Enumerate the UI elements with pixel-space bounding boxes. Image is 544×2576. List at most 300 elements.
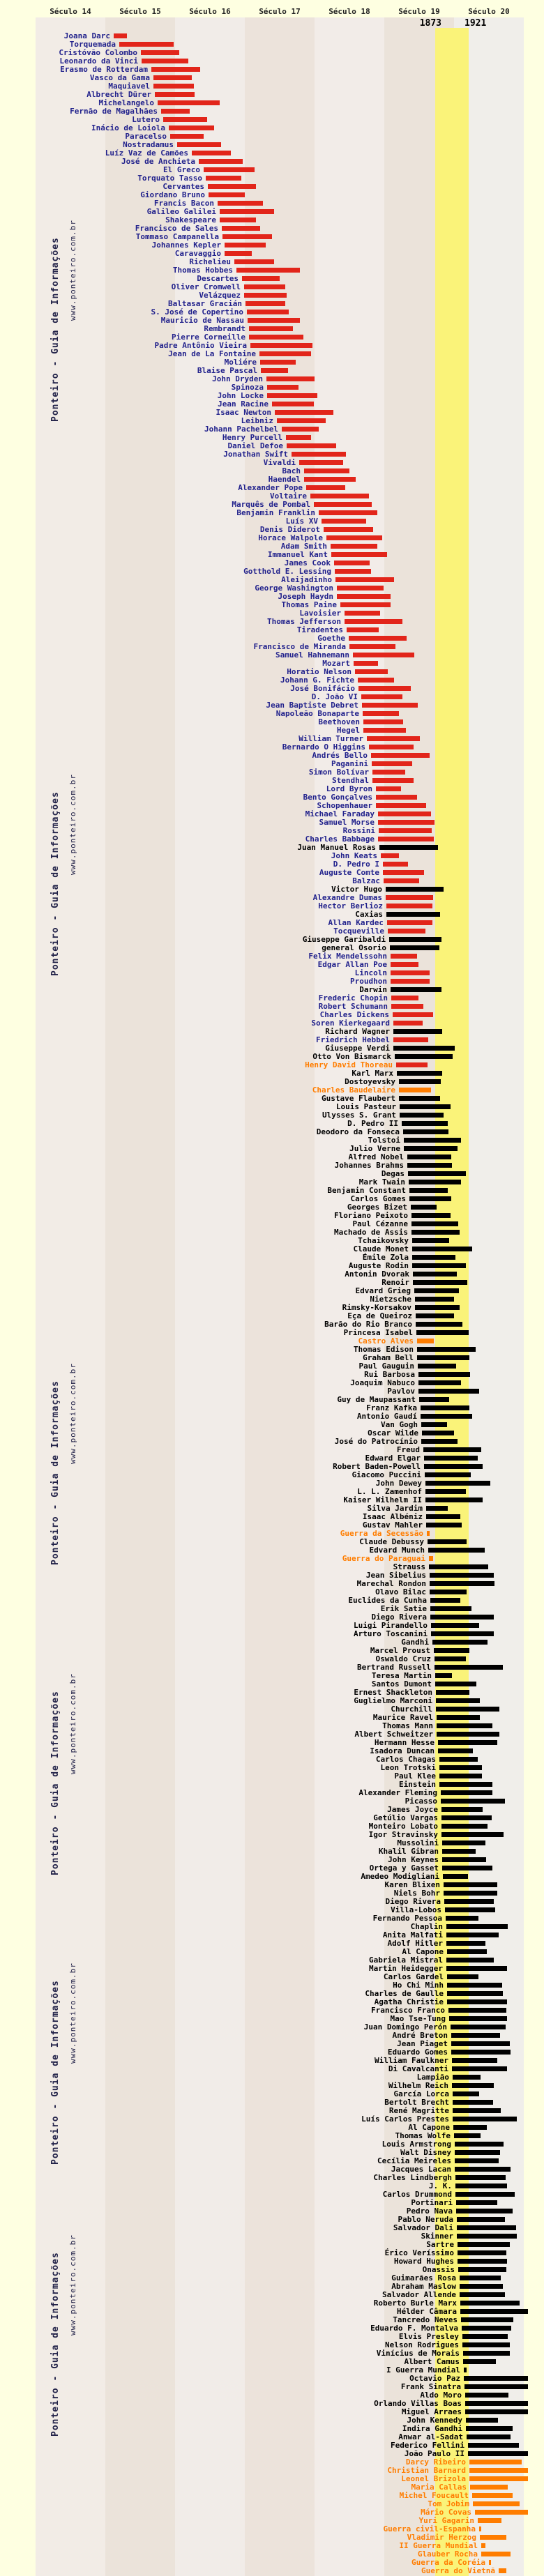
person-name[interactable]: Haendel — [268, 475, 301, 484]
person-name[interactable]: Leonardo da Vinci — [59, 56, 138, 66]
person-name[interactable]: Tocqueville — [333, 927, 384, 936]
person-name[interactable]: Charles Lindbergh — [373, 2173, 452, 2182]
person-name[interactable]: Pedro Nava — [406, 2207, 453, 2216]
person-name[interactable]: Richard Wagner — [325, 1027, 390, 1036]
person-name[interactable]: Torquato Tasso — [137, 174, 202, 183]
person-name[interactable]: Robert Schumann — [318, 1002, 388, 1011]
person-name[interactable]: Tolstoi — [368, 1136, 400, 1145]
person-name[interactable]: Louis Pasteur — [335, 1102, 396, 1111]
person-name[interactable]: Adam Smith — [280, 542, 327, 551]
person-name[interactable]: Albert Camus — [404, 2357, 460, 2366]
person-name[interactable]: Proudhon — [350, 977, 387, 986]
person-name[interactable]: Tom Jobim — [428, 2499, 469, 2508]
person-name[interactable]: Bertolt Brecht — [384, 2098, 449, 2107]
person-name[interactable]: Diego Rivera — [371, 1613, 427, 1622]
person-name[interactable]: Albrecht Dürer — [86, 90, 151, 99]
person-name[interactable]: Felix Mendelssohn — [308, 952, 387, 961]
person-name[interactable]: Isaac Albéniz — [362, 1512, 423, 1521]
person-name[interactable]: Van Gogh — [381, 1420, 418, 1429]
person-name[interactable]: Hermann Hesse — [374, 1738, 435, 1747]
person-name[interactable]: Sartre — [426, 2240, 454, 2249]
person-name[interactable]: Carlos Gardel — [383, 1972, 444, 1981]
person-name[interactable]: Eça de Queiroz — [347, 1311, 412, 1320]
person-name[interactable]: Auguste Rodin — [348, 1261, 409, 1270]
person-name[interactable]: Niels Bohr — [393, 1889, 440, 1898]
person-name[interactable]: Juan Domingo Perón — [363, 2022, 447, 2032]
person-name[interactable]: René Magritte — [388, 2106, 449, 2115]
person-name[interactable]: Charles Babbage — [305, 834, 375, 844]
person-name[interactable]: Charles Dickens — [319, 1010, 389, 1019]
person-name[interactable]: Caxias — [355, 910, 383, 919]
person-name[interactable]: Edvard Munch — [369, 1546, 425, 1555]
person-name[interactable]: Rimsky-Korsakov — [342, 1303, 411, 1312]
person-name[interactable]: Oswaldo Cruz — [375, 1654, 431, 1663]
person-name[interactable]: Benjamin Constant — [327, 1186, 406, 1195]
person-name[interactable]: L. L. Zamenhof — [357, 1487, 422, 1496]
person-name[interactable]: Ho Chi Minh — [393, 1981, 444, 1990]
event-name[interactable]: Guerra do Vietnã — [421, 2566, 495, 2575]
person-name[interactable]: Eduardo Gomes — [387, 2048, 448, 2057]
person-name[interactable]: Mozart — [322, 659, 350, 668]
person-name[interactable]: Salvador Dali — [393, 2223, 453, 2232]
person-name[interactable]: William Faulkner — [375, 2056, 448, 2065]
person-name[interactable]: Stendhal — [332, 776, 369, 785]
person-name[interactable]: Bernardo O Higgins — [282, 742, 365, 752]
person-name[interactable]: Al Capone — [408, 2123, 450, 2132]
event-name[interactable]: Guerra civil-Espanha — [383, 2524, 476, 2533]
person-name[interactable]: Indira Gandhi — [402, 2424, 462, 2433]
person-name[interactable]: S. José de Copertino — [151, 307, 243, 317]
person-name[interactable]: Renoir — [381, 1278, 409, 1287]
person-name[interactable]: Ernest Shackleton — [354, 1688, 432, 1697]
person-name[interactable]: Paracelso — [125, 132, 167, 141]
person-name[interactable]: Juan Manuel Rosas — [297, 843, 376, 852]
person-name[interactable]: Nostradamus — [123, 140, 174, 149]
person-name[interactable]: Darcy Ribeiro — [405, 2457, 466, 2467]
person-name[interactable]: Castro Alves — [358, 1336, 414, 1346]
person-name[interactable]: Aleijadinho — [281, 575, 332, 584]
person-name[interactable]: Jean de La Fontaine — [168, 349, 256, 358]
person-name[interactable]: Freud — [396, 1445, 420, 1454]
person-name[interactable]: José de Anchieta — [121, 157, 195, 166]
person-name[interactable]: Carlos Chagas — [375, 1755, 436, 1764]
person-name[interactable]: Baltasar Gracián — [168, 299, 242, 308]
person-name[interactable]: Carlos Drummond — [382, 2190, 452, 2199]
person-name[interactable]: Onassis — [422, 2265, 455, 2274]
person-name[interactable]: Immanuel Kant — [267, 550, 328, 559]
person-name[interactable]: Descartes — [197, 274, 239, 283]
person-name[interactable]: Marechal Rondon — [356, 1579, 426, 1588]
person-name[interactable]: Graham Bell — [363, 1353, 414, 1362]
person-name[interactable]: Olavo Bilac — [375, 1587, 426, 1596]
person-name[interactable]: Rossini — [342, 826, 375, 835]
person-name[interactable]: José do Patrocínio — [334, 1437, 418, 1446]
person-name[interactable]: Monteiro Lobato — [368, 1822, 438, 1831]
person-name[interactable]: Benjamin Franklin — [236, 508, 315, 517]
person-name[interactable]: Jean Piaget — [397, 2039, 448, 2048]
person-name[interactable]: Igor Stravinsky — [368, 1830, 438, 1839]
person-name[interactable]: Paul Gauguin — [358, 1362, 414, 1371]
person-name[interactable]: John Keats — [331, 851, 377, 860]
person-name[interactable]: John Dryden — [212, 374, 263, 383]
person-name[interactable]: Cristóvão Colombo — [59, 48, 137, 57]
person-name[interactable]: Balzac — [352, 876, 380, 885]
person-name[interactable]: Vasco da Gama — [89, 73, 150, 82]
person-name[interactable]: D. Pedro I — [333, 860, 379, 869]
person-name[interactable]: Bach — [282, 466, 301, 475]
person-name[interactable]: Andrés Bello — [312, 751, 368, 760]
person-name[interactable]: Paul Cézanne — [352, 1219, 408, 1228]
person-name[interactable]: Denis Diderot — [259, 525, 320, 534]
person-name[interactable]: Octavio Paz — [409, 2374, 460, 2383]
person-name[interactable]: Auguste Comte — [319, 868, 379, 877]
person-name[interactable]: Lincoln — [354, 968, 387, 977]
person-name[interactable]: Inácio de Loiola — [91, 123, 165, 132]
person-name[interactable]: Francis Bacon — [153, 199, 214, 208]
person-name[interactable]: Padre Antônio Vieira — [154, 341, 247, 350]
person-name[interactable]: Gotthold E. Lessing — [243, 567, 331, 576]
person-name[interactable]: Orlando Villas Boas — [374, 2399, 462, 2408]
person-name[interactable]: João Paulo II — [404, 2449, 464, 2458]
person-name[interactable]: Beethoven — [318, 717, 360, 726]
person-name[interactable]: Darwin — [359, 985, 387, 994]
person-name[interactable]: Gabriela Mistral — [369, 1956, 443, 1965]
person-name[interactable]: Elvis Presley — [398, 2332, 459, 2341]
person-name[interactable]: Roberto Burle Marx — [373, 2299, 457, 2308]
person-name[interactable]: André Breton — [392, 2031, 448, 2040]
person-name[interactable]: Rui Barbosa — [364, 1370, 415, 1379]
person-name[interactable]: John Kennedy — [407, 2416, 462, 2425]
person-name[interactable]: Velázquez — [199, 291, 241, 300]
person-name[interactable]: Chaplin — [410, 1922, 443, 1931]
person-name[interactable]: Michelangelo — [98, 98, 154, 107]
person-name[interactable]: Luigi Pirandello — [354, 1621, 428, 1630]
person-name[interactable]: Simon Bolívar — [308, 768, 369, 777]
person-name[interactable]: Caravaggio — [174, 249, 221, 258]
person-name[interactable]: Tiradentes — [296, 625, 343, 634]
person-name[interactable]: Euclides da Cunha — [348, 1596, 427, 1605]
person-name[interactable]: Oscar Wilde — [368, 1428, 418, 1438]
person-name[interactable]: Getúlio Vargas — [373, 1813, 438, 1822]
person-name[interactable]: Erasmo de Rotterdam — [60, 65, 148, 74]
person-name[interactable]: Diego Rivera — [385, 1897, 441, 1906]
person-name[interactable]: Charles de Gaulle — [365, 1989, 444, 1998]
person-name[interactable]: Cecília Meireles — [377, 2156, 451, 2165]
person-name[interactable]: John Locke — [217, 391, 264, 400]
person-name[interactable]: Anita Malfati — [382, 1930, 443, 1939]
person-name[interactable]: Spinoza — [231, 383, 264, 392]
person-name[interactable]: Skinner — [421, 2232, 453, 2241]
person-name[interactable]: Hegel — [336, 726, 360, 735]
person-name[interactable]: Picasso — [405, 1797, 437, 1806]
person-name[interactable]: Hélder Câmara — [396, 2307, 457, 2316]
person-name[interactable]: Edvard Grieg — [355, 1286, 411, 1295]
person-name[interactable]: Joseph Haydn — [278, 592, 333, 601]
person-name[interactable]: Edward Elgar — [365, 1454, 421, 1463]
person-name[interactable]: Torquemada — [69, 40, 116, 49]
person-name[interactable]: Leonel Brizola — [401, 2474, 466, 2483]
person-name[interactable]: Johann Pachelbel — [204, 425, 278, 434]
person-name[interactable]: Karl Marx — [352, 1069, 393, 1078]
person-name[interactable]: Luís Carlos Prestes — [361, 2114, 449, 2124]
person-name[interactable]: Machado de Assis — [334, 1228, 408, 1237]
person-name[interactable]: Glauber Rocha — [417, 2550, 478, 2559]
person-name[interactable]: Mário Covas — [421, 2508, 471, 2517]
person-name[interactable]: Kaiser Wilhelm II — [343, 1495, 422, 1504]
person-name[interactable]: general Osorio — [322, 943, 386, 952]
person-name[interactable]: Maquiavel — [108, 82, 150, 91]
person-name[interactable]: Thomas Paine — [281, 600, 337, 609]
person-name[interactable]: Richelieu — [189, 257, 231, 266]
person-name[interactable]: Yuri Gagarin — [418, 2516, 474, 2525]
person-name[interactable]: Thomas Hobbes — [172, 266, 233, 275]
person-name[interactable]: Oliver Cromwell — [171, 282, 241, 291]
person-name[interactable]: Marquês de Pombal — [232, 500, 310, 509]
person-name[interactable]: Al Capone — [402, 1947, 444, 1956]
person-name[interactable]: Samuel Hahnemann — [275, 650, 349, 660]
person-name[interactable]: Alexander Fleming — [358, 1788, 437, 1797]
person-name[interactable]: Johann G. Fichte — [280, 676, 354, 685]
person-name[interactable]: Luís XV — [285, 517, 318, 526]
person-name[interactable]: Tchaikovsky — [358, 1236, 409, 1245]
person-name[interactable]: Barão do Rio Branco — [324, 1320, 412, 1329]
person-name[interactable]: Luíz Vaz de Camões — [105, 148, 188, 158]
person-name[interactable]: Hector Berlioz — [318, 901, 383, 910]
person-name[interactable]: Silva Jardim — [367, 1504, 423, 1513]
person-name[interactable]: Francisco Franco — [371, 2006, 445, 2015]
person-name[interactable]: Bento Gonçalves — [303, 793, 372, 802]
person-name[interactable]: Bertrand Russell — [357, 1663, 431, 1672]
person-name[interactable]: Napoleão Bonaparte — [275, 709, 359, 718]
person-name[interactable]: Adolf Hitler — [387, 1939, 443, 1948]
person-name[interactable]: Teresa Martin — [371, 1671, 432, 1680]
person-name[interactable]: Schopenhauer — [317, 801, 372, 810]
event-name[interactable]: I Guerra Mundial — [386, 2365, 460, 2375]
person-name[interactable]: Howard Hughes — [393, 2257, 454, 2266]
person-name[interactable]: J. K. — [428, 2181, 452, 2190]
person-name[interactable]: Jean Racine — [218, 399, 269, 409]
person-name[interactable]: Mussolini — [397, 1838, 439, 1847]
person-name[interactable]: Henry David Thoreau — [305, 1060, 393, 1069]
person-name[interactable]: Jacques Lacan — [391, 2165, 451, 2174]
person-name[interactable]: Victor Hugo — [331, 885, 382, 894]
person-name[interactable]: Horace Walpole — [258, 533, 323, 542]
person-name[interactable]: Vladimir Herzog — [407, 2533, 476, 2542]
person-name[interactable]: Moliére — [224, 358, 257, 367]
person-name[interactable]: Claude Debussy — [359, 1537, 424, 1546]
event-name[interactable]: Guerra da Coréia — [411, 2558, 485, 2567]
person-name[interactable]: Mauricio de Nassau — [160, 316, 244, 325]
person-name[interactable]: Pierre Corneille — [172, 333, 245, 342]
person-name[interactable]: Fernão de Magalhães — [70, 107, 158, 116]
person-name[interactable]: Frank Sinatra — [400, 2382, 461, 2391]
person-name[interactable]: El Greco — [163, 165, 200, 174]
person-name[interactable]: Arturo Toscanini — [354, 1629, 428, 1638]
person-name[interactable]: Santos Dumont — [371, 1679, 432, 1689]
person-name[interactable]: José Bonifácio — [290, 684, 355, 693]
person-name[interactable]: Giacomo Puccini — [352, 1470, 421, 1479]
person-name[interactable]: Rembrandt — [204, 324, 245, 333]
person-name[interactable]: Karen Blixen — [384, 1880, 440, 1889]
person-name[interactable]: Antonin Dvorak — [345, 1270, 409, 1279]
person-name[interactable]: Miguel Arraes — [401, 2407, 462, 2416]
person-name[interactable]: Martin Heidegger — [369, 1964, 443, 1973]
person-name[interactable]: Dostoyevsky — [345, 1077, 395, 1086]
person-name[interactable]: Paul Klee — [394, 1771, 436, 1781]
person-name[interactable]: Edgar Allan Poe — [317, 960, 387, 969]
person-name[interactable]: Guy de Maupassant — [337, 1395, 416, 1404]
person-name[interactable]: Alexandre Dumas — [312, 893, 382, 902]
person-name[interactable]: William Turner — [299, 734, 363, 743]
person-name[interactable]: Di Cavalcanti — [388, 2064, 448, 2073]
person-name[interactable]: Blaise Pascal — [197, 366, 257, 375]
person-name[interactable]: Anwar al-Sadat — [398, 2432, 463, 2441]
person-name[interactable]: Thomas Edison — [353, 1345, 414, 1354]
person-name[interactable]: Vivaldi — [263, 458, 296, 467]
person-name[interactable]: Michel Foucault — [399, 2491, 469, 2500]
person-name[interactable]: Nelson Rodrigues — [385, 2340, 459, 2349]
person-name[interactable]: Maria Callas — [411, 2483, 467, 2492]
person-name[interactable]: Leibniz — [241, 416, 273, 425]
event-name[interactable]: Guerra da Secessão — [340, 1529, 423, 1538]
person-name[interactable]: John Keynes — [388, 1855, 439, 1864]
person-name[interactable]: Tancredo Neves — [393, 2315, 458, 2324]
person-name[interactable]: Eduardo F. Montalva — [370, 2324, 458, 2333]
person-name[interactable]: Louis Armstrong — [381, 2140, 451, 2149]
person-name[interactable]: Fernando Pessoa — [372, 1914, 442, 1923]
person-name[interactable]: Émile Zola — [362, 1253, 409, 1262]
person-name[interactable]: Albert Schweitzer — [354, 1730, 433, 1739]
person-name[interactable]: Lavoisier — [299, 609, 341, 618]
person-name[interactable]: Paganini — [331, 759, 368, 768]
person-name[interactable]: Abraham Maslow — [391, 2282, 456, 2291]
person-name[interactable]: James Cook — [284, 558, 331, 567]
person-name[interactable]: Friedrich Hebbel — [316, 1035, 390, 1044]
person-name[interactable]: García Lorca — [393, 2089, 449, 2098]
person-name[interactable]: Michael Faraday — [305, 809, 375, 818]
person-name[interactable]: Strauss — [393, 1562, 425, 1571]
person-name[interactable]: Henry Purcell — [222, 433, 282, 442]
person-name[interactable]: D. Pedro II — [347, 1119, 398, 1128]
person-name[interactable]: Johannes Brahms — [334, 1161, 404, 1170]
person-name[interactable]: Joana Darc — [63, 31, 110, 40]
person-name[interactable]: James Joyce — [387, 1805, 438, 1814]
person-name[interactable]: Thomas Wolfe — [395, 2131, 451, 2140]
person-name[interactable]: Nietzsche — [370, 1295, 411, 1304]
person-name[interactable]: Lord Byron — [326, 784, 372, 793]
person-name[interactable]: Pavlov — [387, 1387, 415, 1396]
person-name[interactable]: Daniel Defoe — [227, 441, 283, 450]
person-name[interactable]: Thomas Jefferson — [267, 617, 341, 626]
person-name[interactable]: Otto Von Bismarck — [312, 1052, 391, 1061]
person-name[interactable]: Isadora Duncan — [370, 1746, 435, 1755]
person-name[interactable]: Franz Kafka — [366, 1403, 417, 1412]
person-name[interactable]: Maurice Ravel — [372, 1713, 433, 1722]
person-name[interactable]: Alfred Nobel — [348, 1152, 404, 1161]
person-name[interactable]: Lutero — [132, 115, 160, 124]
person-name[interactable]: Samuel Morse — [319, 818, 375, 827]
person-name[interactable]: Leon Trotski — [380, 1763, 436, 1772]
person-name[interactable]: Wilhelm Reich — [388, 2081, 448, 2090]
person-name[interactable]: Christian Barnard — [387, 2466, 466, 2475]
person-name[interactable]: Gustave Flaubert — [322, 1094, 395, 1103]
person-name[interactable]: Isaac Newton — [216, 408, 271, 417]
person-name[interactable]: Agatha Christie — [374, 1997, 444, 2006]
person-name[interactable]: Einstein — [399, 1780, 436, 1789]
person-name[interactable]: Érico Veríssimo — [384, 2248, 454, 2257]
person-name[interactable]: Ortega y Gasset — [369, 1864, 439, 1873]
person-name[interactable]: Charles Baudelaire — [312, 1085, 395, 1095]
person-name[interactable]: George Washington — [255, 584, 333, 593]
person-name[interactable]: Antonio Gaudí — [356, 1412, 417, 1421]
person-name[interactable]: Federico Fellini — [391, 2441, 464, 2450]
person-name[interactable]: Giuseppe Verdi — [325, 1044, 390, 1053]
person-name[interactable]: Mark Twain — [358, 1178, 405, 1187]
person-name[interactable]: Francisco de Sales — [135, 224, 218, 233]
person-name[interactable]: Floriano Peixoto — [334, 1211, 408, 1220]
person-name[interactable]: Portinari — [411, 2198, 453, 2207]
person-name[interactable]: Salvador Allende — [382, 2290, 456, 2299]
person-name[interactable]: Khalil Gibran — [378, 1847, 439, 1856]
person-name[interactable]: Erik Satie — [380, 1604, 427, 1613]
person-name[interactable]: D. João VI — [311, 692, 358, 701]
person-name[interactable]: Jonathan Swift — [223, 450, 288, 459]
person-name[interactable]: Francisco de Miranda — [253, 642, 346, 651]
person-name[interactable]: Goethe — [317, 634, 345, 643]
person-name[interactable]: Villa-Lobos — [391, 1905, 441, 1914]
person-name[interactable]: Jean Baptiste Debret — [266, 701, 358, 710]
person-name[interactable]: Amedeo Modigliani — [361, 1872, 439, 1881]
person-name[interactable]: Joaquim Nabuco — [350, 1378, 415, 1387]
event-name[interactable]: Guerra do Paraguai — [342, 1554, 425, 1563]
person-name[interactable]: Deodoro da Fonseca — [316, 1127, 400, 1136]
person-name[interactable]: Gustav Mahler — [362, 1521, 423, 1530]
person-name[interactable]: Horatio Nelson — [287, 667, 352, 676]
person-name[interactable]: Robert Baden-Powell — [333, 1462, 421, 1471]
person-name[interactable]: Princesa Isabel — [343, 1328, 413, 1337]
person-name[interactable]: Ulysses S. Grant — [322, 1111, 396, 1120]
person-name[interactable]: Carlos Gomes — [350, 1194, 406, 1203]
person-name[interactable]: Allan Kardec — [328, 918, 384, 927]
person-name[interactable]: Gandhi — [401, 1638, 429, 1647]
person-name[interactable]: Vinícius de Morais — [376, 2349, 460, 2358]
person-name[interactable]: Frederic Chopin — [318, 993, 388, 1003]
person-name[interactable]: Marcel Proust — [370, 1646, 430, 1655]
person-name[interactable]: Shakespeare — [165, 215, 216, 224]
person-name[interactable]: Giordano Bruno — [140, 190, 205, 199]
person-name[interactable]: John Dewey — [375, 1479, 422, 1488]
person-name[interactable]: Thomas Mann — [382, 1721, 433, 1730]
person-name[interactable]: Cervantes — [163, 182, 204, 191]
person-name[interactable]: Degas — [381, 1169, 405, 1178]
person-name[interactable]: Giuseppe Garibaldi — [302, 935, 386, 944]
person-name[interactable]: Tommaso Campanella — [135, 232, 219, 241]
person-name[interactable]: Johannes Kepler — [151, 241, 221, 250]
person-name[interactable]: Galileo Galilei — [146, 207, 216, 216]
person-name[interactable]: Alexander Pope — [238, 483, 303, 492]
person-name[interactable]: Walt Disney — [400, 2148, 451, 2157]
person-name[interactable]: Mao Tse-Tung — [390, 2014, 446, 2023]
person-name[interactable]: Pablo Neruda — [398, 2215, 453, 2224]
person-name[interactable]: Georges Bizet — [347, 1203, 407, 1212]
person-name[interactable]: Guglielmo Marconi — [354, 1696, 432, 1705]
person-name[interactable]: Guimarães Rosa — [391, 2273, 456, 2282]
event-name[interactable]: II Guerra Mundial — [399, 2541, 478, 2550]
person-name[interactable]: Claude Monet — [353, 1244, 409, 1253]
person-name[interactable]: Jean Sibelius — [365, 1571, 426, 1580]
person-name[interactable]: Churchill — [391, 1705, 432, 1714]
person-name[interactable]: Julio Verne — [349, 1144, 400, 1153]
